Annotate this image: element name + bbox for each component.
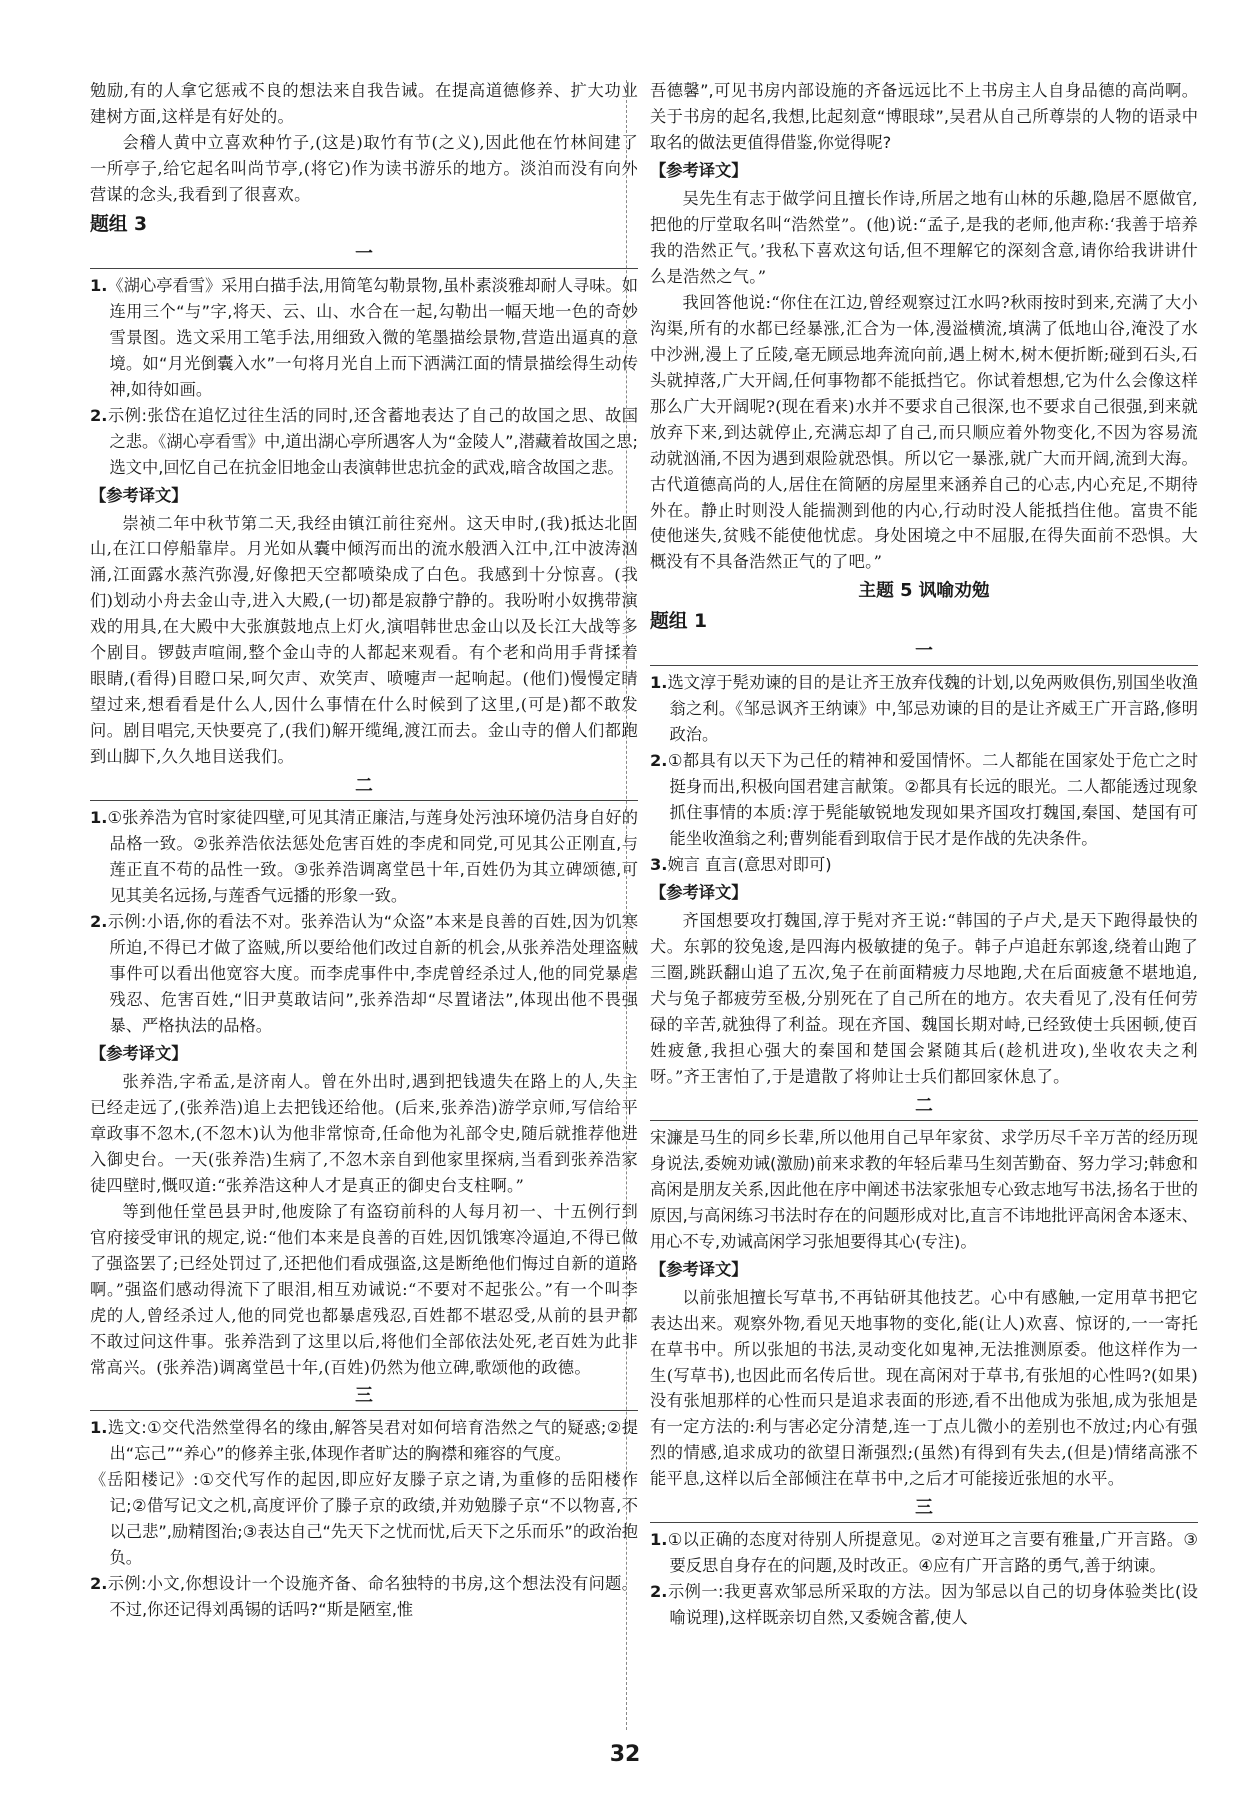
answer-number: 1. xyxy=(90,1418,108,1438)
answer-number: 2. xyxy=(90,1574,108,1594)
answer-text: 选文:①交代浩然堂得名的缘由,解答吴君对如何培育浩然之气的疑惑;②提出“忘己”“养心”的修养主张,体现作者旷达的胸襟和雍容的气度。 xyxy=(107,1418,638,1464)
reference-translation-tag: 【参考译文】 xyxy=(650,883,748,903)
answer-2-1 xyxy=(90,805,638,909)
answer-1-1 xyxy=(90,273,638,403)
answer-1-1 xyxy=(650,670,1198,748)
reference-translation-tag: 【参考译文】 xyxy=(90,1043,188,1063)
reference-translation-tag: 【参考译文】 xyxy=(90,485,188,505)
answer-1-2 xyxy=(90,403,638,481)
answer-text: ①以正确的态度对待别人所提意见。②对逆耳之言要有雅量,广开言路。③要反思自身存在的问题,及时改正。④应有广开言路的勇气,善于纳谏。 xyxy=(667,1530,1198,1576)
answer-number: 2. xyxy=(90,912,108,932)
answer-text: 《湖心亭看雪》采用白描手法,用简笔勾勒景物,虽朴素淡雅却耐人寻味。如连用三个“与”字,将天、云、山、水合在一起,勾勒出一幅天地一色的奇妙雪景图。选文采用工笔手法,用细致入微的笔墨描绘景物,营造出逼真的意境。如“月光倒囊入水”一句将月光自上而下洒满江面的情景描绘得生动传神,如待如画。 xyxy=(107,275,638,399)
left-column xyxy=(90,78,638,1623)
answer-number: 2. xyxy=(90,405,108,425)
section-divider xyxy=(90,800,638,801)
translation-paragraph: 齐国想要攻打魏国,淳于髡对齐王说:“韩国的子卢犬,是天下跑得最快的犬。东郭的狡兔逡,是四海内极敏捷的兔子。韩子卢追赶东郭逡,绕着山跑了三圈,跳跃翻山追了五次,兔子在前面精疲力尽地跑,犬在后面疲惫不堪地追,犬与兔子都疲劳至极,分别死在了自己所在的地方。农夫看见了,没有任何劳碌的辛苦,就独得了利益。现在齐国、魏国长期对峙,已经致使士兵困顿,使百姓疲惫,我担心强大的秦国和楚国会紧随其后(趁机进攻),坐收农夫之利呀。”齐王害怕了,于是遣散了将帅让士兵们都回家休息了。 xyxy=(650,911,1198,1086)
translation-paragraph: 张养浩,字希孟,是济南人。曾在外出时,遇到把钱遗失在路上的人,失主已经走远了,(张养浩)追上去把钱还给他。(后来,张养浩)游学京师,写信给平章政事不忽木,(不忽木)认为他非常惊奇,任命他为礼部令史,随后就推荐他进入御史台。一天(张养浩)生病了,不忽木亲自到他家里探病,当看到张养浩家徒四壁时,慨叹道:“张养浩这种人才是真正的御史台支柱啊。” xyxy=(90,1071,638,1195)
answer-3-2 xyxy=(650,1579,1198,1631)
answer-3-2 xyxy=(90,1571,638,1623)
answer-text: 示例:小语,你的看法不对。张养浩认为“众盗”本来是良善的百姓,因为饥寒所迫,不得已才做了盗贼,所以要给他们改过自新的机会,从张养浩处理盗贼事件可以看出他宽容大度。而李虎事件中,李虎曾经杀过人,他的同党暴虐残忍、危害百姓,“旧尹莫敢诘问”,张养浩却“尽置诸法”,体现出他不畏强暴、严格执法的品格。 xyxy=(107,912,638,1035)
answer-text: 婉言 直言(意思对即可) xyxy=(667,855,832,875)
answer-number: 1. xyxy=(90,808,108,828)
section-1-title: 一 xyxy=(915,641,933,662)
answer-2-2 xyxy=(90,909,638,1039)
answer-3-1 xyxy=(650,1527,1198,1579)
section-divider xyxy=(90,1410,638,1411)
page-number: 32 xyxy=(609,1742,641,1767)
intro-paragraph-2: 会稽人黄中立喜欢种竹子,(这是)取竹有节(之义),因此他在竹林间建了一所亭子,给它起名叫尚节亭,(将它)作为读书游乐的地方。淡泊而没有向外营谋的念头,我看到了很喜欢。 xyxy=(90,132,638,204)
group-3-title: 题组 3 xyxy=(90,213,148,235)
answer-number: 2. xyxy=(650,1582,668,1602)
answer-text: ①都具有以天下为己任的精神和爱国情怀。二人都能在国家处于危亡之时挺身而出,积极向国君建言献策。②都具有长远的眼光。二人都能透过现象抓住事情的本质:淳于髡能敏锐地发现如果齐国攻打魏国,秦国、楚国有可能坐收渔翁之利;曹刿能看到取信于民才是作战的先决条件。 xyxy=(667,751,1198,849)
translation-paragraph: 我回答他说:“你住在江边,曾经观察过江水吗?秋雨按时到来,充满了大小沟渠,所有的水都已经暴涨,汇合为一体,漫溢横流,填满了低地山谷,淹没了水中沙洲,漫上了丘陵,毫无顾忌地奔流向前,遇上树木,树木便折断;碰到石头,石头就掉落,广大开阔,任何事物都不能抵挡它。你试着想想,它为什么会像这样那么广大开阔呢?(现在看来)水并不要求自己很深,也不要求自己很强,到来就放弃下来,到达就停止,充满忘却了自己,而只顺应着外物变化,不因为容易流动就汹涌,不因为遇到艰险就恐惧。所以它一暴涨,就广大而开阔,流到大海。古代道德高尚的人,居住在简陋的房屋里来涵养自己的心志,内心充足,不期待外在。静止时则没人能揣测到他的内心,行动时没人能抵挡住他。富贵不能使他迷失,贫贱不能使他忧虑。身处困境之中不屈服,在得失面前不恐惧。大概没有不具备浩然正气的了吧。” xyxy=(650,292,1198,572)
section-divider xyxy=(650,1120,1198,1121)
continued-answer: 吾德馨”,可见书房内部设施的齐备远远比不上书房主人自身品德的高尚啊。关于书房的起名,我想,比起刻意“博眼球”,吴君从自己所尊崇的人物的语录中取名的做法更值得借鉴,你觉得呢? xyxy=(650,81,1198,152)
reference-translation-tag: 【参考译文】 xyxy=(650,1259,748,1279)
reference-translation-tag: 【参考译文】 xyxy=(650,160,748,180)
section-2-title: 二 xyxy=(355,776,373,797)
intro-paragraph-1: 勉励,有的人拿它惩戒不良的想法来自我告诫。在提高道德修养、扩大功业建树方面,这样是有好处的。 xyxy=(90,81,638,126)
section-3-title: 三 xyxy=(355,1386,373,1407)
answer-text: 示例:张岱在追忆过往生活的同时,还含蓄地表达了自己的故国之思、故国之悲。《湖心亭看雪》中,道出湖心亭所遇客人为“金陵人”,潜藏着故国之思;选文中,回忆自己在抗金旧地金山表演韩世忠抗金的武戏,暗含故国之悲。 xyxy=(107,405,638,477)
translation-paragraph: 崇祯二年中秋节第二天,我经由镇江前往兖州。这天申时,(我)抵达北固山,在江口停船靠岸。月光如从囊中倾泻而出的流水般洒入江中,江中波涛汹涌,江面露水蒸汽弥漫,好像把天空都喷染成了白色。我感到十分惊喜。(我们)划动小舟去金山寺,进入大殿,(一切)都是寂静宁静的。我吩咐小奴携带演戏的用具,在大殿中大张旗鼓地点上灯火,演唱韩世忠金山以及长江大战等多个剧目。锣鼓声喧闹,整个金山寺的人都起来观看。有个老和尚用手背揉着眼睛,(看得)目瞪口呆,呵欠声、欢笑声、喷嚏声一起响起。(他们)慢慢定睛望过来,想看看是什么人,因什么事情在什么时候到了这里,(可是)都不敢发问。剧目唱完,天快要亮了,(我们)解开缆绳,渡江而去。金山寺的僧人们都跑到山脚下,久久地目送我们。 xyxy=(90,513,638,767)
answer-text: 示例:小文,你想设计一个设施齐备、命名独特的书房,这个想法没有问题。不过,你还记得刘禹锡的话吗?“斯是陋室,惟 xyxy=(107,1574,638,1620)
answer-1-3 xyxy=(650,852,1198,878)
answer-3-1b xyxy=(90,1467,638,1571)
answer-number: 1. xyxy=(650,673,668,693)
answer-text: 示例一:我更喜欢邹忌所采取的方法。因为邹忌以自己的切身体验类比(设喻说理),这样既亲切自然,又委婉含蓄,使人 xyxy=(667,1582,1198,1628)
answer-number: 2. xyxy=(650,751,668,771)
translation-paragraph: 等到他任堂邑县尹时,他废除了有盗窃前科的人每月初一、十五例行到官府接受审讯的规定,说:“他们本来是良善的百姓,因饥饿寒冷逼迫,不得已做了强盗罢了;已经处罚过了,还把他们看成强盗,这是断绝他们悔过自新的道路啊。”强盗们感动得流下了眼泪,相互劝诫说:“不要对不起张公。”有一个叫李虎的人,曾经杀过人,他的同党也都暴虐残忍,百姓都不堪忍受,从前的县尹都不敢过问这件事。张养浩到了这里以后,将他们全部依法处死,老百姓为此非常高兴。(张养浩)调离堂邑十年,(百姓)仍然为他立碑,歌颂他的政德。 xyxy=(90,1201,638,1377)
theme-5-title: 主题 5 讽喻劝勉 xyxy=(858,581,990,602)
answer-number: 1. xyxy=(650,1530,668,1550)
answer-text: 选文淳于髡劝谏的目的是让齐王放弃伐魏的计划,以免两败俱伤,别国坐收渔翁之利。《邹忌讽齐王纳谏》中,邹忌劝谏的目的是让齐威王广开言路,修明政治。 xyxy=(667,673,1198,745)
group-1-title: 题组 1 xyxy=(650,611,708,633)
column-divider xyxy=(626,80,627,1730)
answer-text: 《岳阳楼记》:①交代写作的起因,即应好友滕子京之请,为重修的岳阳楼作记;②借写记文之机,高度评价了滕子京的政绩,并劝勉滕子京“不以物喜,不以己悲”,励精图治;③表达自己“先天下之忧而忧,后天下之乐而乐”的政治抱负。 xyxy=(90,1470,638,1568)
translation-paragraph: 吴先生有志于做学问且擅长作诗,所居之地有山林的乐趣,隐居不愿做官,把他的厅堂取名叫“浩然堂”。(他)说:“孟子,是我的老师,他声称:‘我善于培养我的浩然正气。’我私下喜欢这句话,但不理解它的深刻含意,请你给我讲讲什么是浩然之气。” xyxy=(650,188,1198,286)
answer-2: 宋濂是马生的同乡长辈,所以他用自己早年家贫、求学历尽千辛万苦的经历现身说法,委婉劝诫(激励)前来求教的年轻后辈马生刻苦勤奋、努力学习;韩愈和高闲是朋友关系,因此他在序中阐述书法家张旭专心致志地写书法,扬名于世的原因,与高闲练习书法时存在的问题形成对比,直言不讳地批评高闲舍本逐末、用心不专,劝诫高闲学习张旭要得其心(专注)。 xyxy=(650,1127,1198,1251)
section-divider xyxy=(90,268,638,269)
answer-number: 3. xyxy=(650,855,668,875)
translation-paragraph: 以前张旭擅长写草书,不再钻研其他技艺。心中有感触,一定用草书把它表达出来。观察外物,看见天地事物的变化,能(让人)欢喜、惊讶的,一一寄托在草书中。所以张旭的书法,灵动变化如鬼神,无法推测原委。他这样作为一生(写草书),也因此而名传后世。现在高闲对于草书,有张旭的心性吗?(如果)没有张旭那样的心性而只是追求表面的形迹,看不出他成为张旭,成为张旭是有一定方法的:利与害必定分清楚,连一丁点儿微小的差别也不放过;内心有强烈的情感,追求成功的欲望日渐强烈;(虽然)有得到有失去,(但是)情绪高涨不能平息,这样以后全部倾注在草书中,之后才可能接近张旭的水平。 xyxy=(650,1287,1198,1489)
answer-3-1 xyxy=(90,1415,638,1467)
section-divider xyxy=(650,1522,1198,1523)
section-3-title: 三 xyxy=(915,1498,933,1519)
section-1-title: 一 xyxy=(355,243,373,264)
answer-number: 1. xyxy=(90,275,108,295)
right-column xyxy=(650,78,1198,1631)
section-divider xyxy=(650,665,1198,666)
answer-text: ①张养浩为官时家徒四壁,可见其清正廉洁,与莲身处污浊环境仍洁身自好的品格一致。②张养浩依法惩处危害百姓的李虎和同党,可见其公正刚直,与莲正直不苟的品性一致。③张养浩调离堂邑十年,百姓仍为其立碑颂德,可见其美名远扬,与莲香气远播的形象一致。 xyxy=(107,808,638,906)
section-2-title: 二 xyxy=(915,1095,933,1116)
answer-1-2 xyxy=(650,748,1198,852)
